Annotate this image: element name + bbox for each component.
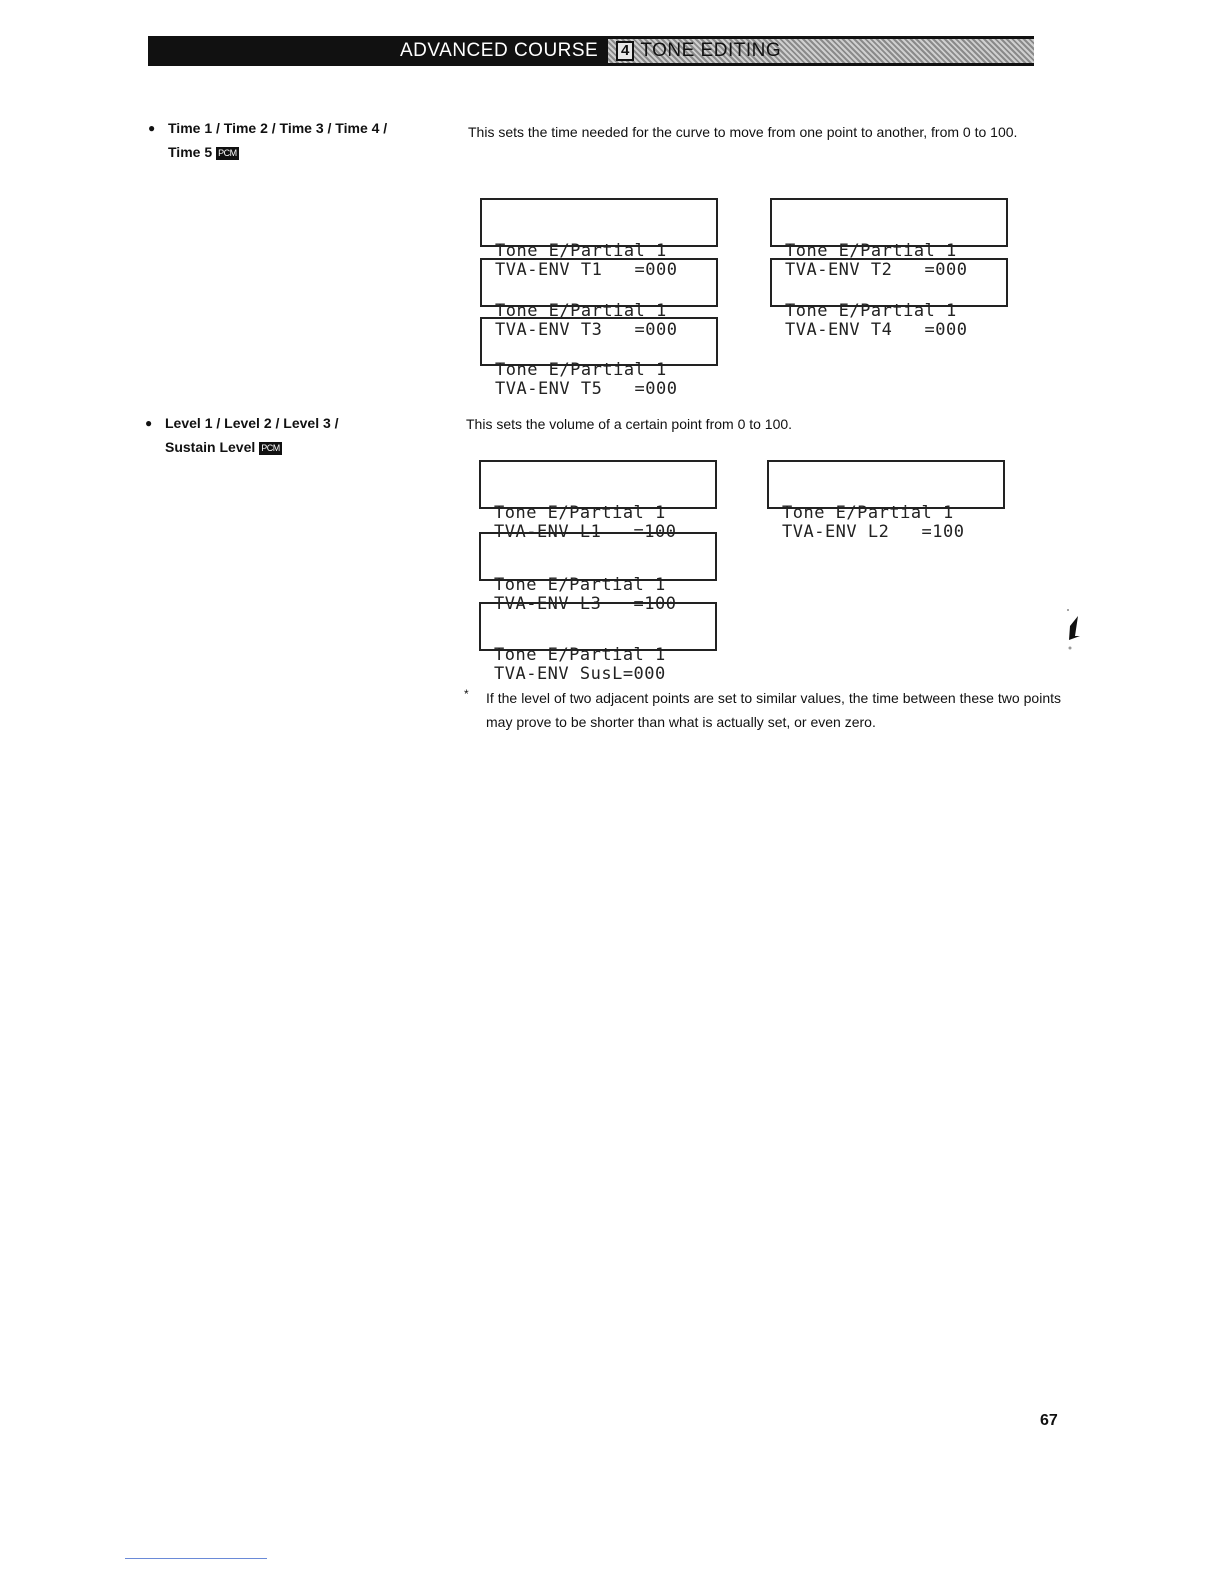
level-description: This sets the volume of a certain point from 0 to 100. (466, 416, 793, 432)
lcd-display-t1: Tone E/Partial 1 TVA-ENV T1 =000 (480, 198, 718, 247)
lcd-display-t4: Tone E/Partial 1 TVA-ENV T4 =000 (770, 258, 1008, 307)
pcm-badge: PCM (261, 443, 280, 453)
lcd-display-susl: Tone E/Partial 1 TVA-ENV SusL=000 (479, 602, 717, 651)
chapter-banner (608, 39, 1034, 63)
time-description: This sets the time needed for the curve to move from one point to another, from 0 to 100. (468, 124, 1018, 140)
chapter-title: TONE EDITING (640, 40, 782, 61)
lcd-display-t2: Tone E/Partial 1 TVA-ENV T2 =000 (770, 198, 1008, 247)
param-level-line2: Sustain Level PCM (165, 439, 280, 455)
lcd-display-t3: Tone E/Partial 1 TVA-ENV T3 =000 (480, 258, 718, 307)
pcm-badge: PCM (218, 148, 237, 158)
scan-edge-mark-icon (1064, 606, 1082, 656)
param-time-line1: Time 1 / Time 2 / Time 3 / Time 4 / (168, 120, 388, 136)
lcd-display-l2: Tone E/Partial 1 TVA-ENV L2 =100 (767, 460, 1005, 509)
lcd-display-l3: Tone E/Partial 1 TVA-ENV L3 =100 (479, 532, 717, 581)
param-time-label (148, 116, 388, 164)
page-number: 67 (1040, 1412, 1058, 1429)
chapter-number: 4 (616, 41, 634, 61)
bullet-icon: ● (148, 121, 156, 135)
footer-rule (125, 1558, 267, 1559)
param-time-line2: Time 5 PCM (168, 144, 237, 160)
bullet-icon: ● (145, 416, 153, 430)
param-level-line1: Level 1 / Level 2 / Level 3 / (165, 415, 339, 431)
section-header-bar (148, 36, 1034, 66)
note-asterisk: * (464, 687, 469, 701)
lcd-display-t5: Tone E/Partial 1 TVA-ENV T5 =000 (480, 317, 718, 366)
note-text: If the level of two adjacent points are set to similar values, the time between these two points may prove to be shorter than what is actually set, or even zero. (486, 690, 1061, 730)
lcd-display-l1: Tone E/Partial 1 TVA-ENV L1 =100 (479, 460, 717, 509)
course-title: ADVANCED COURSE (400, 40, 599, 61)
param-level-label (145, 411, 339, 459)
